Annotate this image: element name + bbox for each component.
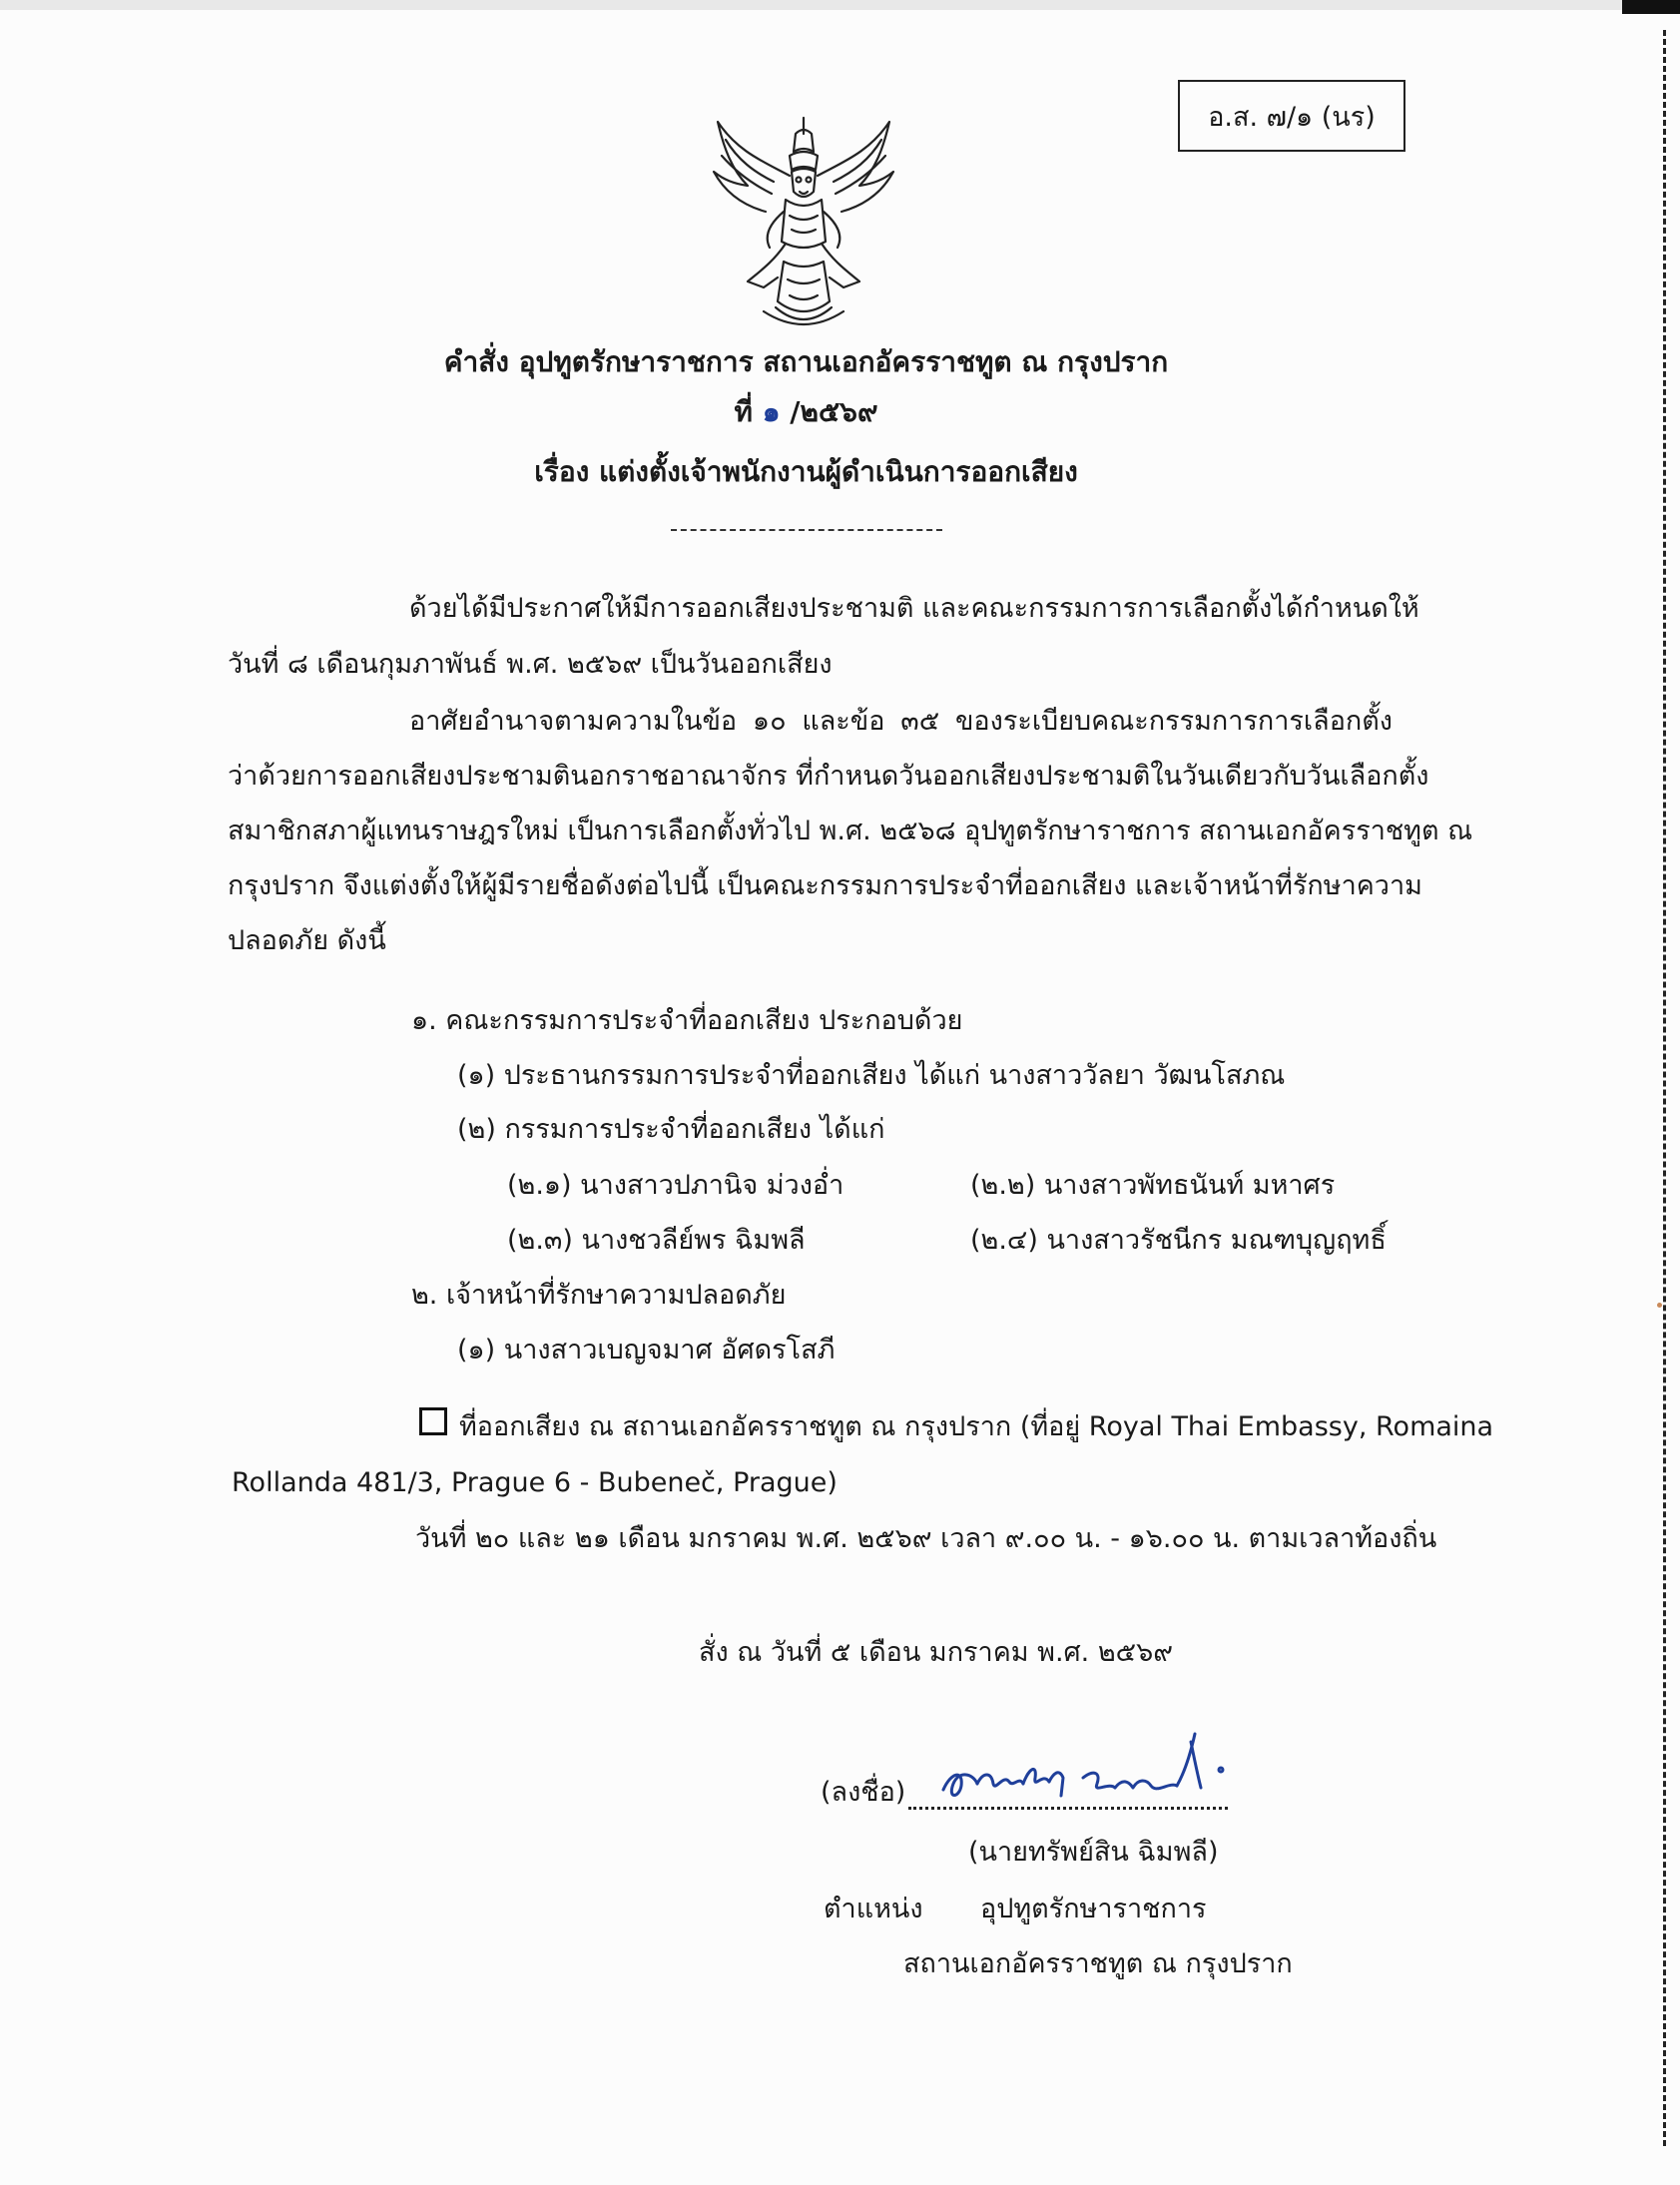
member-2-3: (๒.๓) นางชวลีย์พร ฉิมพลี (507, 1225, 806, 1256)
scan-top-edge (0, 0, 1680, 10)
scan-speck (1657, 1303, 1662, 1308)
order-number-handwritten: ๑ (762, 395, 781, 428)
member-2-2: (๒.๒) นางสาวพัทธนันท์ มหาศร (970, 1170, 1336, 1201)
order-title: คำสั่ง อุปทูตรักษาราชการ สถานเอกอัครราชทูต ณ กรุงปราก (443, 345, 1169, 378)
order-number (699, 394, 913, 430)
paragraph1-line1: ด้วยได้มีประกาศให้มีการออกเสียงประชามติ และคณะกรรมการการเลือกตั้งได้กำหนดให้ (409, 593, 1419, 624)
title-divider (671, 529, 942, 531)
list-item-members: (๒) กรรมการประจำที่ออกเสียง ได้แก่ (457, 1114, 885, 1145)
order-number-suffix: /๒๕๖๙ (790, 395, 878, 428)
venue-checkbox (419, 1407, 447, 1435)
list-item-security-officer: (๑) นางสาวเบญจมาศ อัศดรโสภี (457, 1335, 836, 1366)
scan-right-edge (1663, 30, 1666, 2146)
paragraph2-line3: สมาชิกสภาผู้แทนราษฎรใหม่ เป็นการเลือกตั้งทั่วไป พ.ศ. ๒๕๖๘ อุปทูตรักษาราชการ สถานเอกอัครราชทูต ณ (228, 816, 1473, 846)
venue-line3: วันที่ ๒๐ และ ๒๑ เดือน มกราคม พ.ศ. ๒๕๖๙ เวลา ๙.๐๐ น. - ๑๖.๐๐ น. ตามเวลาท้องถิ่น (415, 1523, 1437, 1554)
venue-line1: ที่ออกเสียง ณ สถานเอกอัครราชทูต ณ กรุงปราก (ที่อยู่ Royal Thai Embassy, Romaina (459, 1411, 1494, 1442)
position-title: อุปทูตรักษาราชการ (980, 1894, 1207, 1924)
list-item-security: ๒. เจ้าหน้าที่รักษาความปลอดภัย (411, 1280, 787, 1311)
list-item-chairman: (๑) ประธานกรรมการประจำที่ออกเสียง ได้แก่ นางสาววัลยา วัฒนโสภณ (457, 1060, 1286, 1091)
signer-name: (นายทรัพย์สิน ฉิมพลี) (968, 1837, 1219, 1868)
position-organization: สถานเอกอัครราชทูต ณ กรุงปราก (903, 1948, 1293, 1979)
paragraph1-line2: วันที่ ๘ เดือนกุมภาพันธ์ พ.ศ. ๒๕๖๙ เป็นวันออกเสียง (228, 649, 833, 680)
order-subject: เรื่อง แต่งตั้งเจ้าพนักงานผู้ดำเนินการออกเสียง (534, 455, 1078, 488)
scan-corner-mark (1622, 0, 1680, 14)
document-code-box (1178, 80, 1405, 152)
member-2-4: (๒.๔) นางสาวรัชนีกร มณฑบุญฤทธิ์ (970, 1225, 1387, 1256)
list-item-committee: ๑. คณะกรรมการประจำที่ออกเสียง ประกอบด้วย (411, 1005, 963, 1036)
member-2-1: (๒.๑) นางสาวปภานิจ ม่วงอ่ำ (507, 1170, 844, 1201)
handwritten-signature (933, 1712, 1233, 1822)
venue-line2: Rollanda 481/3, Prague 6 - Bubeneč, Prague) (232, 1467, 838, 1498)
paragraph2-line1: อาศัยอำนาจตามความในข้อ ๑๐ และข้อ ๓๕ ของระเบียบคณะกรรมการการเลือกตั้ง (409, 706, 1393, 737)
garuda-emblem-icon (704, 112, 903, 333)
position-label: ตำแหน่ง (824, 1894, 923, 1924)
order-number-prefix: ที่ (734, 395, 754, 428)
document-code: อ.ส. ๗/๑ (นร) (1208, 101, 1376, 133)
order-date: สั่ง ณ วันที่ ๕ เดือน มกราคม พ.ศ. ๒๕๖๙ (699, 1637, 1173, 1668)
sign-label: (ลงชื่อ) (821, 1777, 906, 1808)
paragraph2-line5: ปลอดภัย ดังนี้ (228, 925, 386, 956)
paragraph2-line4: กรุงปราก จึงแต่งตั้งให้ผู้มีรายชื่อดังต่อไปนี้ เป็นคณะกรรมการประจำที่ออกเสียง และเจ้าหน้าที่รักษาความ (228, 870, 1422, 901)
paragraph2-line2: ว่าด้วยการออกเสียงประชามตินอกราชอาณาจักร ที่กำหนดวันออกเสียงประชามติในวันเดียวกับวันเลือกตั้ง (228, 761, 1429, 792)
